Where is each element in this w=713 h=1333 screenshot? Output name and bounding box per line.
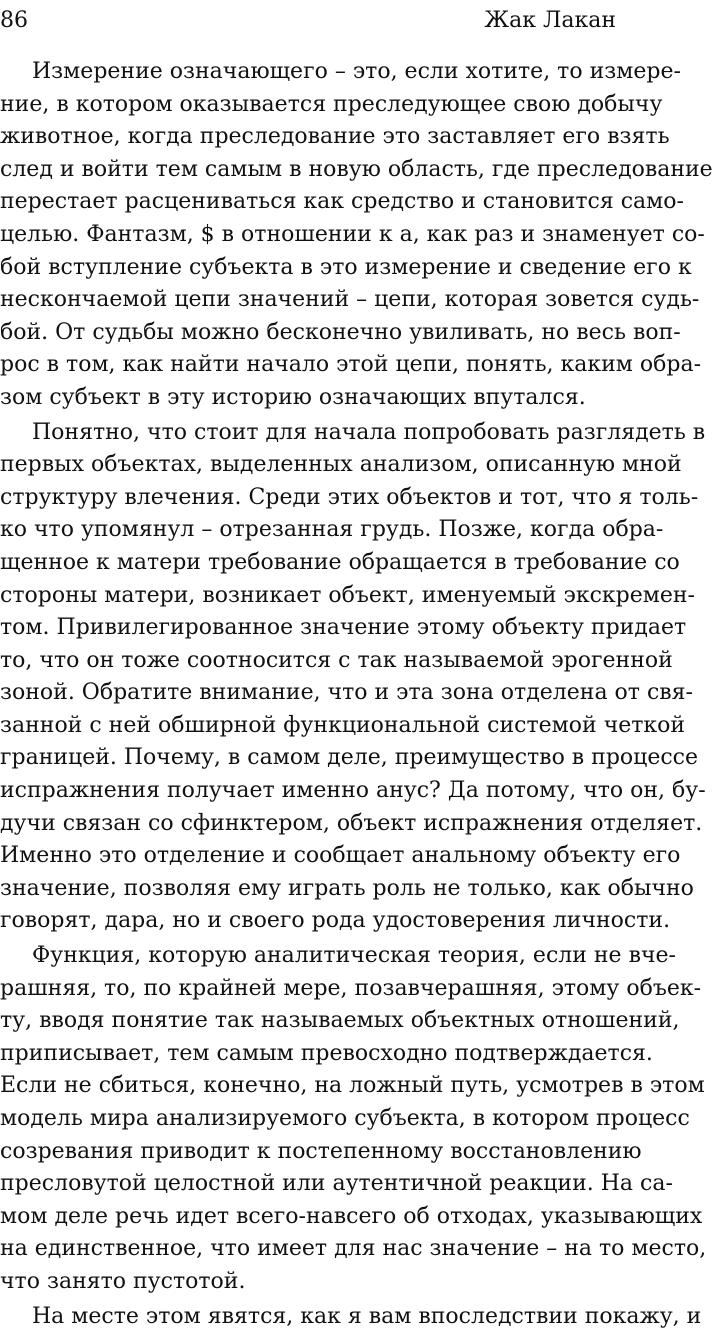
text-line: перестает расцениваться как средство и становится само- [0, 189, 684, 215]
text-line: Функция, которую аналитическая теория, если не вче- [32, 943, 676, 969]
text-line: щенное к матери требование обращается в требование со [0, 549, 680, 575]
text-line: мом деле речь идет всего-навсего об отходах, указывающих [0, 1203, 703, 1229]
text-line: рос в том, как найти начало этой цепи, понять, каким обра- [0, 352, 702, 378]
text-line: границей. Почему, в самом деле, преимущество в процессе [0, 745, 699, 771]
paragraph [0, 56, 713, 415]
text-line: Понятно, что стоит для начала попробовать разглядеть в [32, 419, 706, 445]
paragraph [0, 1301, 702, 1333]
text-line: первых объектах, выделенных анализом, описанную мной [0, 452, 682, 478]
text-line: то, что он тоже соотносится с так называемой эрогенной [0, 647, 673, 673]
text-line: занной с ней обширной функциональной системой четкой [0, 712, 686, 738]
text-line: нескончаемой цепи значений – цепи, которая зовется судь- [0, 287, 700, 313]
text-line: целью. Фантазм, $ в отношении к a, как раз и знаменует со- [0, 221, 705, 247]
text-line: ту, вводя понятие так называемых объектных отношений, [0, 1008, 680, 1034]
text-line: ние, в котором оказывается преследующее свою добычу [0, 91, 663, 117]
text-line: зоной. Обратите внимание, что и эта зона отделена от свя- [0, 680, 693, 706]
text-line: приписывает, тем самым превосходно подтверждается. [0, 1040, 653, 1066]
text-line: что занято пустотой. [0, 1268, 246, 1294]
body-text [0, 56, 713, 1333]
text-line: Измерение означающего – это, если хотите, то измере- [32, 59, 681, 84]
text-line: на единственное, что имеет для нас значение – на то место, [0, 1236, 707, 1262]
text-line: зом субъект в эту историю означающих впутался. [0, 384, 586, 410]
text-line: животное, когда преследование это заставляет его взять [0, 124, 670, 150]
text-line: модель мира анализируемого субъекта, в котором процесс [0, 1106, 690, 1131]
text-line: след и войти тем самым в новую область, где преследование [0, 156, 713, 182]
text-line: дучи связан со сфинктером, объект испражнения отделяет. [0, 810, 703, 836]
text-line: бой вступление субъекта в это измерение и сведение его к [0, 254, 692, 280]
text-line: созревания приводит к постепенному восстановлению [0, 1138, 642, 1164]
paragraph [0, 940, 707, 1299]
text-line: На месте этом явятся, как я вам впоследствии покажу, и [32, 1303, 702, 1329]
text-line: Именно это отделение и сообщает анальному объекту его [0, 843, 681, 869]
text-line: структуру влечения. Среди этих объектов и тот, что я толь- [0, 484, 699, 510]
page-number: 86 [0, 8, 28, 33]
running-head [0, 6, 620, 36]
text-line: значение, позволяя ему играть роль не только, как обычно [0, 875, 694, 901]
text-line: ко что упомянул – отрезанная грудь. Позже, когда обра- [0, 517, 664, 543]
paragraph [0, 417, 706, 939]
text-line: Если не сбиться, конечно, на ложный путь, усмотрев в этом [0, 1073, 705, 1099]
text-line: том. Привилегированное значение этому объекту придает [0, 615, 687, 641]
text-line: испражнения получает именно анус? Да потому, что он, бу- [0, 778, 706, 804]
text-line: рашняя, то, по крайней мере, позавчерашняя, этому объек- [0, 975, 702, 1001]
text-line: бой. От судьбы можно бесконечно увиливать, но весь воп- [0, 319, 681, 345]
text-line: пресловутой целостной или аутентичной реакции. На са- [0, 1171, 673, 1197]
running-head-author: Жак Лакан [484, 8, 616, 33]
text-line: говорят, дара, но и своего рода удостоверения личности. [0, 908, 671, 934]
text-line: стороны матери, возникает объект, именуемый экскремен- [0, 582, 695, 608]
